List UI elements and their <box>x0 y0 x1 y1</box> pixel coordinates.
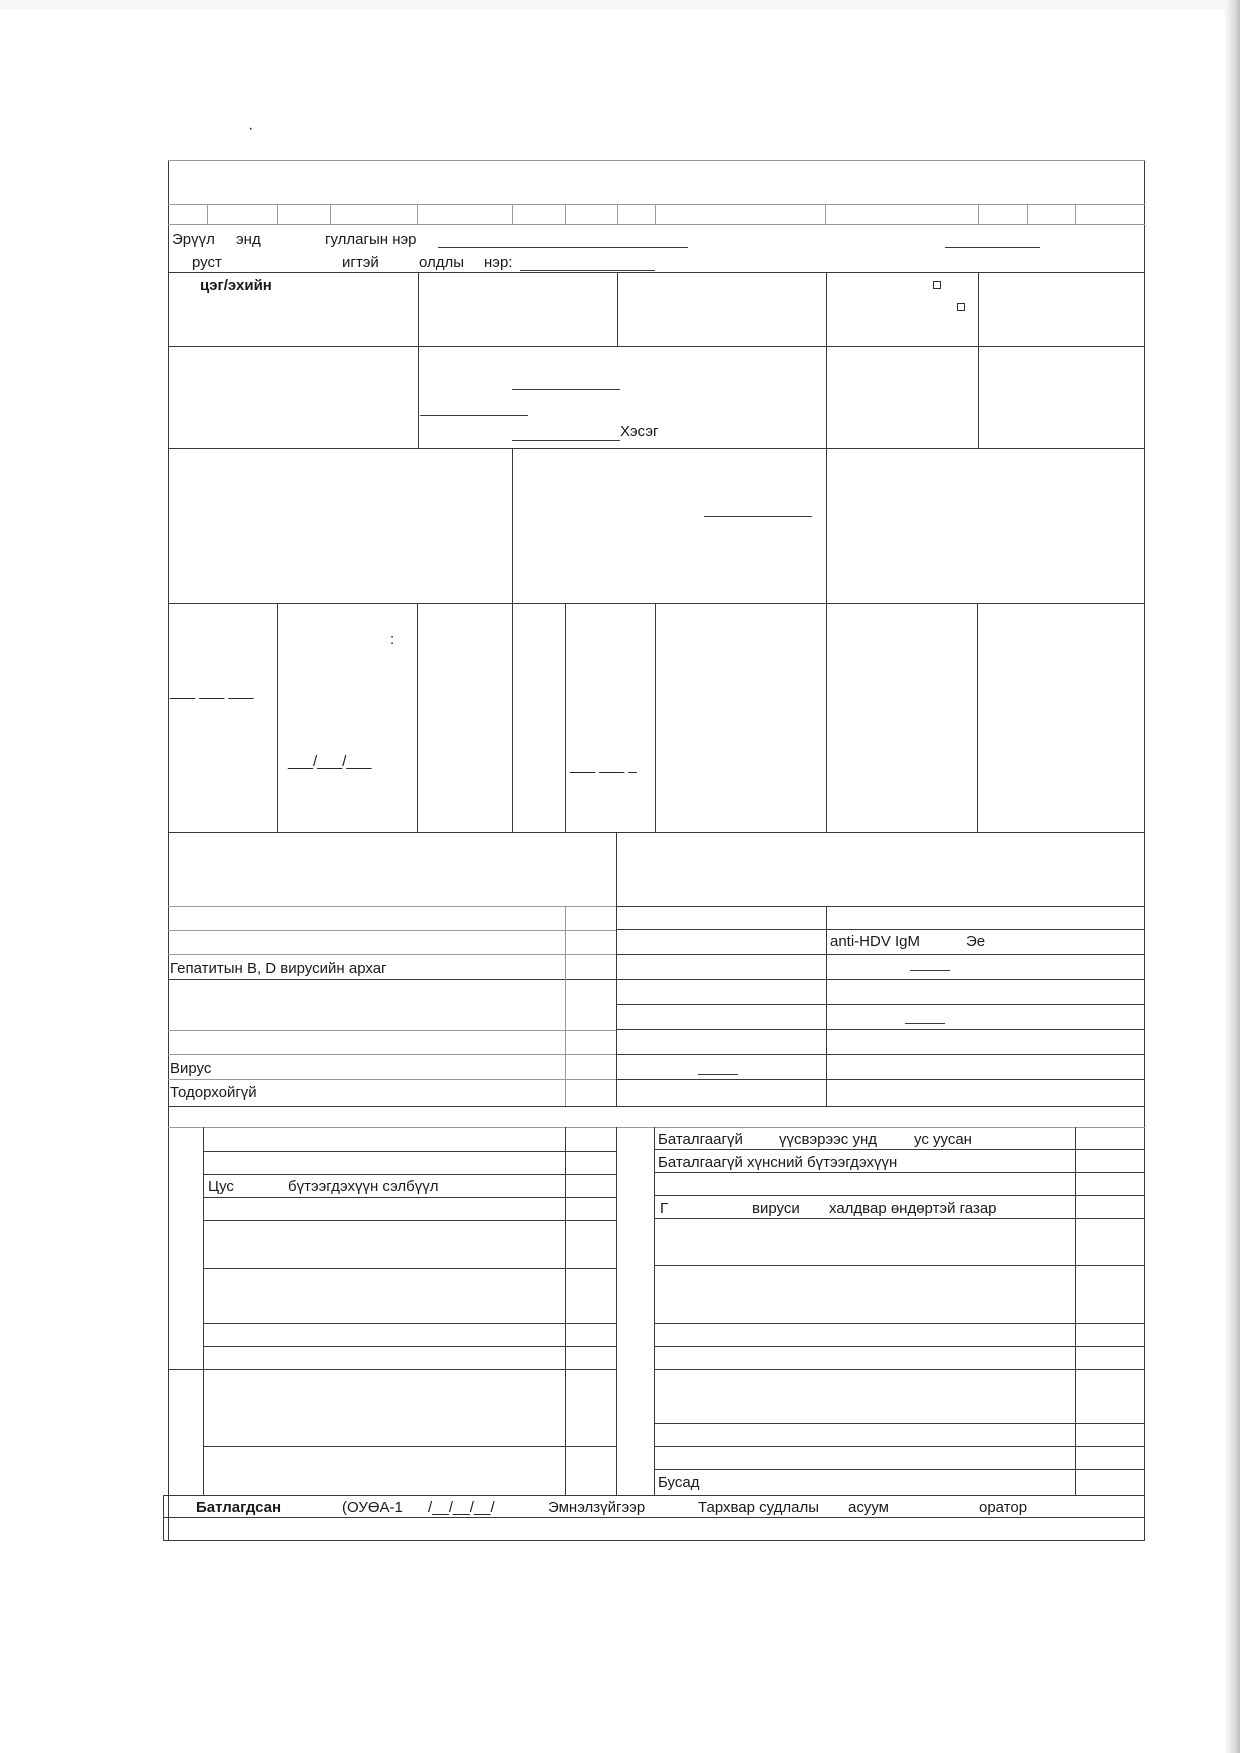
stray-mark: · <box>248 120 254 137</box>
risk-water-label: Баталгаагүй <box>658 1131 743 1148</box>
risk-endemic-a: Г <box>660 1200 669 1217</box>
header-health-label: Эрүүл <box>172 231 215 248</box>
section4-colon: : <box>390 631 395 648</box>
footer-clinical: Эмнэлзүйгээр <box>548 1499 646 1516</box>
risk-blood-label: Цус <box>208 1178 234 1195</box>
risk-food-label: Баталгаагүй хүнсний бүтээгдэхүүн <box>658 1154 898 1171</box>
risk-blood-label-b: бүтээгдэхүүн сэлбүүл <box>288 1178 439 1195</box>
scan-top-shade <box>0 0 1240 10</box>
risk-other-label: Бусад <box>658 1474 700 1491</box>
footer-lab: оратор <box>979 1499 1028 1516</box>
checkbox-2[interactable] <box>957 303 965 311</box>
scan-edge-shade <box>1225 0 1240 1753</box>
lab-row-hbv-hdv: Гепатитын B, D вирусийн архаг <box>170 960 387 977</box>
header-line2-c: олдлы <box>419 254 465 271</box>
header-line2-b: игтэй <box>342 254 379 271</box>
section4-dash-blank: ___ ___ ___ <box>170 683 254 700</box>
risk-endemic-c: халдвар өндөртэй газар <box>829 1200 997 1217</box>
section2-part-label: Хэсэг <box>620 423 659 440</box>
header-line2-d: нэр: <box>484 254 513 271</box>
footer-code: (ОУӨА-1 <box>342 1499 403 1516</box>
section1-label: цэг/эхийн <box>200 277 272 294</box>
section4-dash-blank-2: ___ ___ _ <box>570 757 637 774</box>
risk-endemic-b: вируси <box>752 1200 800 1217</box>
risk-water-label-c: ус уусан <box>914 1131 972 1148</box>
header-line2-a: руст <box>192 254 222 271</box>
checkbox-1[interactable] <box>933 281 941 289</box>
footer-date: /__/__/__/ <box>428 1499 495 1516</box>
footer-confirmed: Батлагдсан <box>196 1499 282 1516</box>
header-org-name-label: гуллагын нэр <box>325 231 417 248</box>
lab-row-virus: Вирус <box>170 1060 212 1077</box>
section4-date-blank: ___/___/___ <box>288 753 372 770</box>
footer-ask: асуум <box>848 1499 889 1516</box>
lab-anti-hdv-value: Эе <box>966 933 986 950</box>
lab-anti-hdv-label: anti-HDV IgM <box>830 933 921 950</box>
risk-water-label-b: үүсвэрээс унд <box>779 1131 877 1148</box>
lab-row-unknown: Тодорхойгүй <box>170 1084 257 1101</box>
header-health-label-b: энд <box>236 231 261 248</box>
footer-epi: Тархвар судлалы <box>698 1499 820 1516</box>
